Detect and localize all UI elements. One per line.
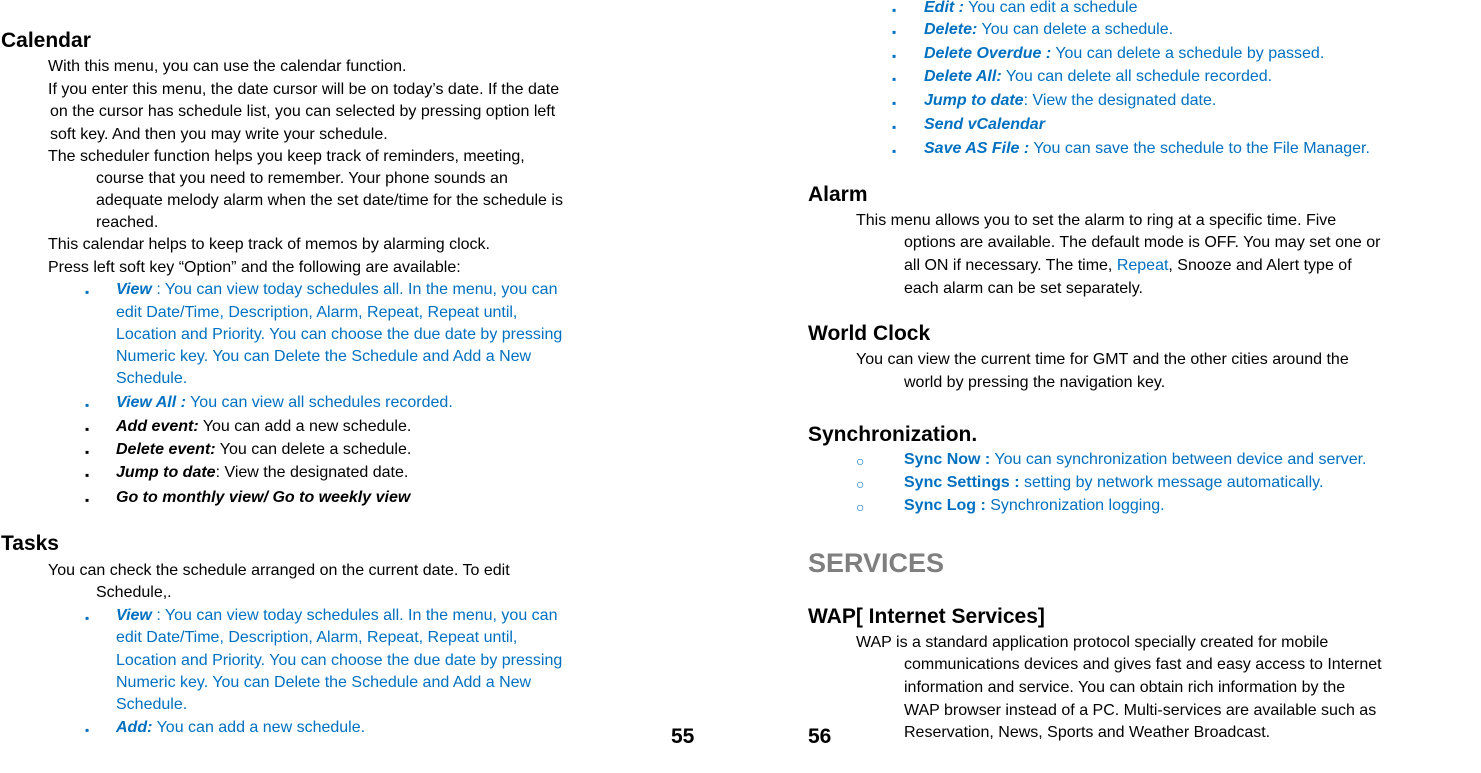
alarm-text-line: This menu allows you to set the alarm to ring at a specific time. Five — [856, 212, 1337, 229]
square-bullet-icon: ▪ — [85, 398, 90, 412]
calendar-goto-option: Go to monthly view/ Go to weekly view — [116, 489, 411, 506]
sync-item-desc: Synchronization logging. — [985, 497, 1165, 514]
jump-to-date-label: Jump to date — [116, 464, 216, 481]
add-event-desc: You can add a new schedule. — [198, 418, 412, 435]
wap-heading: WAP[ Internet Services] — [808, 605, 1045, 628]
calendar-delete-event-option — [116, 439, 411, 461]
services-heading: SERVICES — [808, 548, 945, 578]
calendar-text-line: This calendar helps to keep track of memos by alarming clock. — [48, 236, 490, 253]
calendar-jump-option — [116, 462, 408, 484]
square-bullet-icon: ▪ — [892, 72, 897, 86]
task-item-label: Send vCalendar — [924, 116, 1045, 133]
sync-item — [904, 449, 1366, 471]
tasks-add-option — [116, 717, 365, 739]
tasks-text-line: You can check the schedule arranged on the current date. To edit — [48, 562, 510, 579]
wap-text-line: WAP is a standard application protocol specially created for mobile — [856, 634, 1329, 651]
task-item — [924, 138, 1370, 160]
tasks-view-desc: edit Date/Time, Description, Alarm, Repeat, Repeat until, — [116, 629, 518, 646]
calendar-view-all-label: View All : — [116, 394, 186, 411]
task-item — [924, 0, 1137, 19]
alarm-text: all ON if necessary. The time, — [904, 257, 1117, 274]
calendar-view-option — [116, 279, 557, 301]
sync-item — [904, 495, 1165, 517]
calendar-text-line: With this menu, you can use the calendar function. — [48, 58, 407, 75]
square-bullet-icon: ▪ — [892, 96, 897, 110]
delete-event-desc: You can delete a schedule. — [215, 441, 412, 458]
wap-text-line: Reservation, News, Sports and Weather Broadcast. — [904, 724, 1271, 741]
square-bullet-icon: ▪ — [892, 3, 897, 17]
alarm-text-line: options are available. The default mode is OFF. You may set one or — [904, 234, 1381, 251]
sync-heading: Synchronization. — [808, 423, 978, 446]
calendar-text-line: course that you need to remember. Your phone sounds an — [96, 170, 508, 187]
calendar-text-line: If you enter this menu, the date cursor will be on today’s date. If the date — [48, 81, 560, 98]
task-item — [924, 19, 1173, 41]
wap-text-line: communications devices and gives fast and easy access to Internet — [904, 656, 1382, 673]
tasks-view-desc: Numeric key. You can Delete the Schedule and Add a New — [116, 674, 532, 691]
task-item-label: Delete: — [924, 21, 978, 38]
alarm-text-line — [904, 255, 1352, 277]
alarm-text: , Snooze and Alert type of — [1168, 257, 1352, 274]
calendar-view-desc: edit Date/Time, Description, Alarm, Repeat, Repeat until, — [116, 304, 518, 321]
calendar-view-sep: : — [151, 281, 165, 298]
task-item-label: Edit : — [924, 0, 964, 16]
calendar-view-desc: Location and Priority. You can choose the due date by pressing — [116, 326, 563, 343]
task-item-desc: You can save the schedule to the File Manager. — [1029, 140, 1370, 157]
alarm-heading: Alarm — [808, 183, 868, 206]
calendar-view-desc: You can view today schedules all. In the menu, you can — [164, 281, 558, 298]
square-bullet-icon: ▪ — [892, 144, 897, 158]
delete-event-label: Delete event: — [116, 441, 216, 458]
wap-text-line: information and service. You can obtain rich information by the — [904, 679, 1346, 696]
calendar-text-line: adequate melody alarm when the set date/time for the schedule is — [96, 192, 563, 209]
jump-to-date-desc: : View the designated date. — [215, 464, 409, 481]
world-clock-text-line: world by pressing the navigation key. — [904, 374, 1166, 391]
task-item-label: Delete All: — [924, 68, 1002, 85]
tasks-add-desc: You can add a new schedule. — [152, 719, 366, 736]
task-item — [924, 90, 1216, 112]
calendar-text-line: Press left soft key “Option” and the following are available: — [48, 259, 461, 276]
world-clock-heading: World Clock — [808, 322, 931, 345]
tasks-heading: Tasks — [1, 532, 59, 555]
calendar-text-line: The scheduler function helps you keep track of reminders, meeting, — [48, 148, 525, 165]
sync-item-desc: You can synchronization between device and server. — [990, 451, 1367, 468]
tasks-view-sep: : — [151, 607, 165, 624]
calendar-text-line: reached. — [96, 214, 159, 231]
calendar-text-line: on the cursor has schedule list, you can selected by pressing option left — [50, 103, 556, 120]
sync-item — [904, 472, 1323, 494]
square-bullet-icon: ▪ — [892, 25, 897, 39]
alarm-text-line: each alarm can be set separately. — [904, 280, 1143, 297]
square-bullet-icon: ▪ — [85, 422, 90, 436]
alarm-repeat-word: Repeat — [1116, 257, 1169, 274]
task-item-desc: You can delete a schedule by passed. — [1051, 45, 1325, 62]
task-item-desc: You can delete a schedule. — [977, 21, 1174, 38]
calendar-view-desc: Numeric key. You can Delete the Schedule and Add a New — [116, 348, 532, 365]
circle-bullet-icon: ○ — [856, 476, 865, 492]
task-item — [924, 114, 1045, 136]
page-number-left: 55 — [671, 725, 695, 748]
circle-bullet-icon: ○ — [856, 453, 865, 469]
sync-item-label: Sync Now : — [904, 451, 991, 468]
square-bullet-icon: ▪ — [85, 468, 90, 482]
calendar-text-line: soft key. And then you may write your schedule. — [50, 126, 388, 143]
calendar-add-event-option — [116, 416, 411, 438]
square-bullet-icon: ▪ — [85, 285, 90, 299]
world-clock-text-line: You can view the current time for GMT and the other cities around the — [856, 351, 1349, 368]
sync-item-label: Sync Settings : — [904, 474, 1020, 491]
tasks-text-line: Schedule,. — [96, 584, 172, 601]
calendar-view-all-option — [116, 392, 453, 414]
tasks-view-label: View — [116, 607, 152, 624]
tasks-view-option — [116, 605, 557, 627]
square-bullet-icon: ▪ — [892, 49, 897, 63]
tasks-view-desc: You can view today schedules all. In the menu, you can — [164, 607, 558, 624]
square-bullet-icon: ▪ — [85, 445, 90, 459]
circle-bullet-icon: ○ — [856, 499, 865, 515]
page-number-right: 56 — [808, 725, 832, 748]
task-item — [924, 43, 1324, 65]
square-bullet-icon: ▪ — [85, 493, 90, 507]
calendar-view-label: View — [116, 281, 152, 298]
tasks-view-desc: Schedule. — [116, 696, 188, 713]
square-bullet-icon: ▪ — [85, 611, 90, 625]
tasks-add-label: Add: — [116, 719, 153, 736]
tasks-view-desc: Location and Priority. You can choose the due date by pressing — [116, 652, 563, 669]
task-item — [924, 66, 1272, 88]
task-item-label: Jump to date — [924, 92, 1024, 109]
sync-item-desc: setting by network message automatically. — [1019, 474, 1324, 491]
task-item-label: Delete Overdue : — [924, 45, 1052, 62]
square-bullet-icon: ▪ — [892, 120, 897, 134]
task-item-desc: You can delete all schedule recorded. — [1001, 68, 1273, 85]
sync-item-label: Sync Log : — [904, 497, 986, 514]
task-item-desc: : View the designated date. — [1023, 92, 1217, 109]
wap-text-line: WAP browser instead of a PC. Multi-services are available such as — [904, 702, 1377, 719]
calendar-heading: Calendar — [1, 29, 91, 52]
task-item-desc: You can edit a schedule — [964, 0, 1138, 16]
add-event-label: Add event: — [116, 418, 199, 435]
task-item-label: Save AS File : — [924, 140, 1030, 157]
calendar-view-desc: Schedule. — [116, 370, 188, 387]
square-bullet-icon: ▪ — [85, 723, 90, 737]
calendar-view-all-desc: You can view all schedules recorded. — [185, 394, 453, 411]
